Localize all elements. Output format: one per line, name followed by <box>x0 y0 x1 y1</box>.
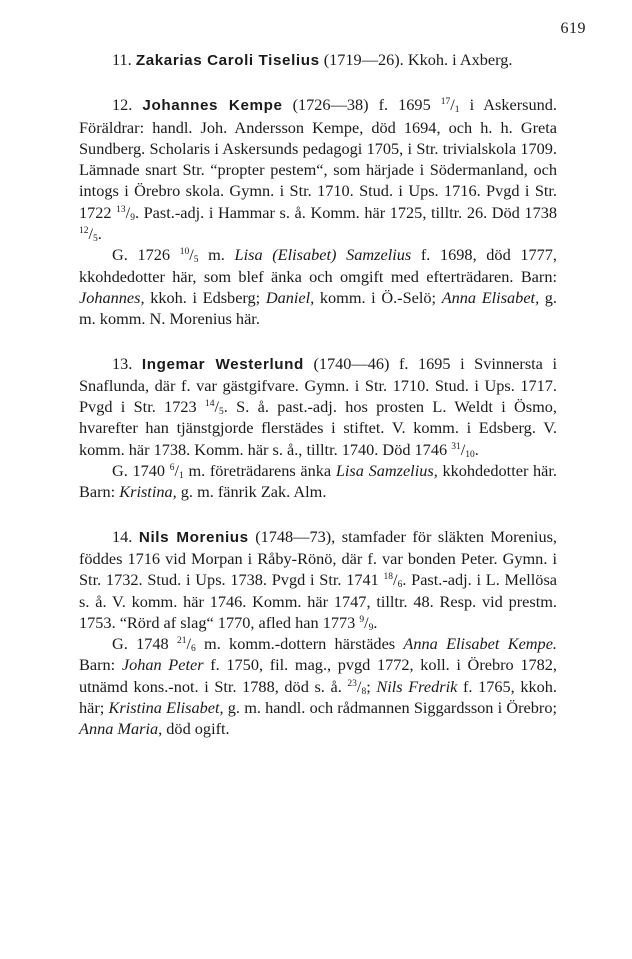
date-month: 10 <box>465 449 475 460</box>
italic-name: Johannes, <box>79 287 145 307</box>
entry-text: . S. å. past.-adj. hos prosten L. Weldt i Ösmo, hvarefter han tjänstgjorde flerstädes i stiftet. V. komm. i Edsberg. V. komm. här 1738. Komm. här s. å., tilltr. 1740. Död 1746 <box>79 397 558 459</box>
date-day: 12 <box>79 226 89 237</box>
date-day: 23 <box>347 678 357 689</box>
entry-text: kkohdedotter här. Barn: <box>79 461 558 502</box>
italic-name: Kristina Elisabet, <box>108 698 224 718</box>
italic-name: Lisa Samzelius, <box>335 461 438 481</box>
entry-11 <box>79 49 557 71</box>
entry-text: . Past.-adj. i Hammar s. å. Komm. här 1725, tilltr. 26. Död 1738 <box>134 202 557 222</box>
entry-paragraph: 13. Ingemar Westerlund (1740—46) f. 1695 i Svinnersta i Snaflunda, där f. var gästgifvare. Gymn. i Str. 1710. Stud. i Ups. 1717. Pvgd i Str. 1723 $^{14}/_5$. S. å. past.-adj. hos prosten L. Weldt i Ösmo, hvarefter han tjänstgjorde flerstädes i stiftet. V. komm. i Edsberg. V. komm. här 1738. Komm. här s. å., tilltr. 1740. Död 1746 $^{31}/_{10}$. <box>79 353 558 460</box>
entry-text: f. 1750, fil. mag., pvgd 1772, koll. i Örebro 1782, utnämd kons.-not. i Str. 1788, död s. å. <box>79 655 557 696</box>
entry-text: m. företrädarens änka <box>183 461 336 481</box>
italic-name: Anna Maria, <box>79 719 163 739</box>
entry-text: G. 1740 <box>112 461 170 481</box>
entry-text: död ogift. <box>162 719 230 739</box>
date-day: 21 <box>176 636 187 647</box>
italic-name: Anna Elisabet, <box>441 287 540 307</box>
date-month: 5 <box>93 234 98 245</box>
date-month: 1 <box>454 105 460 116</box>
date-day: 14 <box>205 399 215 410</box>
entry-text: f. 1765, kkoh. här; <box>79 676 557 718</box>
entry-text: (1726—38) f. 1695 <box>282 95 441 115</box>
entry-number: 12. <box>112 95 133 115</box>
italic-name: Anna Elisabet Kempe. <box>403 634 557 654</box>
entry-text: m. komm.-dottern härstädes <box>195 634 404 654</box>
date-day: 31 <box>451 441 461 452</box>
date-day: 17 <box>440 97 451 108</box>
entry-14 <box>79 526 557 740</box>
date-day: 13 <box>116 204 126 215</box>
entry-text: komm. i Ö.-Selö; <box>314 287 442 307</box>
text-column <box>79 49 557 763</box>
entry-text: G. 1726 <box>112 245 180 265</box>
date-month: 6 <box>397 580 403 591</box>
person-name: Johannes Kempe <box>142 97 283 115</box>
date-month: 6 <box>191 644 196 655</box>
entry-paragraph: 12. Johannes Kempe (1726—38) f. 1695 $^{17}/_1$ i Askersund. Föräldrar: handl. Joh. Andersson Kempe, död 1694, och h. h. Greta Sundberg. Scholaris i Askersunds pedagogi 1705, i Str. trivialskola 1709. Lämnade snart Str. “propter pestem“, som härjade i Södermanland, och intogs i Örebro skola. Gymn. i Str. 1710. Stud. i Ups. 1716. Pvgd i Str. 1722 $^{13}/_9$. Past.-adj. i Hammar s. å. Komm. här 1725, tilltr. 26. Död 1738 $^{12}/_5$. <box>79 95 557 245</box>
person-name: Ingemar Westerlund <box>141 355 304 373</box>
entry-text: . <box>373 612 378 632</box>
person-name: Nils Morenius <box>138 528 249 546</box>
italic-name: Lisa (Elisabet) Samzelius <box>234 245 412 265</box>
marriage-paragraph: G. 1748 $^{21}/_6$ m. komm.-dottern härstädes Anna Elisabet Kempe. Barn: Johan Peter f. 1750, fil. mag., pvgd 1772, koll. i Örebro 1782, utnämd kons.-not. i Str. 1788, död s. å. $^{23}/_8$; Nils Fredrik f. 1765, kkoh. här; Kristina Elisabet, g. m. handl. och rådmannen Siggardsson i Örebro; Anna Maria, död ogift. <box>79 634 558 739</box>
date-month: 9 <box>368 622 374 633</box>
page-number: 619 <box>560 20 586 37</box>
entry-text: (1740—46) f. 1695 i Svinnersta i Snaflunda, där f. var gästgifvare. Gymn. i Str. 1710. Stud. i Ups. 1717. Pvgd i Str. 1723 <box>79 353 557 417</box>
entry-text: G. 1748 <box>112 634 177 654</box>
marriage-paragraph: G. 1740 $^6/_1$ m. företrädarens änka Lisa Samzelius, kkohdedotter här. Barn: Kristina, g. m. fänrik Zak. Alm. <box>79 461 558 502</box>
entry-text: kkoh. i Edsberg; <box>144 287 266 307</box>
entry-text: (1748—73), stamfader för släkten Morenius, föddes 1716 vid Morpan i Råby-Rönö, där f. var bonden Peter. Gymn. i Str. 1732. Stud. i Ups. 1738. Pvgd i Str. 1741 <box>79 526 557 590</box>
entry-text: Barn: <box>79 655 122 675</box>
entry-text: g. m. komm. N. Morenius här. <box>79 287 557 329</box>
entry-text: . Past.-adj. i L. Mellösa s. å. V. komm. här 1746. Komm. här 1747, tilltr. 48. Resp. vid prestm. 1753. “Rörd af slag“ 1770, afled han 1773 <box>79 570 558 632</box>
date-day: 18 <box>383 572 394 583</box>
italic-name: Nils Fredrik <box>376 676 458 696</box>
entry-text: i Askersund. Föräldrar: handl. Joh. Andersson Kempe, död 1694, och h. h. Greta Sundberg. Scholaris i Askersunds pedagogi 1705, i Str. trivialskola 1709. Lämnade snart Str. “propter pestem“, som härjade i Södermanland, och intogs i Örebro skola. Gymn. i Str. 1710. Stud. i Ups. 1716. Pvgd i Str. 1722 <box>79 95 557 222</box>
date-month: 1 <box>179 471 184 482</box>
entry-text: g. m. handl. och rådmannen Siggardsson i Örebro; <box>223 698 558 718</box>
date-month: 8 <box>361 686 367 697</box>
entry-number: 13. <box>112 353 133 373</box>
date-month: 5 <box>219 407 224 418</box>
entry-paragraph: 14. Nils Morenius (1748—73), stamfader för släkten Morenius, föddes 1716 vid Morpan i Råby-Rönö, där f. var bonden Peter. Gymn. i Str. 1732. Stud. i Ups. 1738. Pvgd i Str. 1741 $^{18}/_6$. Past.-adj. i L. Mellösa s. å. V. komm. här 1746. Komm. här 1747, tilltr. 48. Resp. vid prestm. 1753. “Rörd af slag“ 1770, afled han 1773 $^9/_9$. <box>79 526 558 633</box>
entry-text: ; <box>366 676 377 696</box>
italic-name: Johan Peter <box>121 655 204 675</box>
entry-12 <box>79 94 557 329</box>
entry-text: m. <box>198 245 235 265</box>
italic-name: Kristina, <box>119 482 177 502</box>
entry-paragraph <box>79 49 557 71</box>
entry-text: f. 1698, död 1777, kkohdedotter här, som blef änka och omgift med efterträdaren. Barn: <box>79 245 557 286</box>
entry-number: 11. <box>112 50 132 69</box>
date-day: 6 <box>169 463 175 474</box>
date-month: 5 <box>193 255 199 266</box>
entry-text: g. m. fänrik Zak. Alm. <box>176 482 327 502</box>
date-month: 9 <box>130 212 135 223</box>
marriage-paragraph: G. 1726 $^{10}/_5$ m. Lisa (Elisabet) Samzelius f. 1698, död 1777, kkohdedotter här, som blef änka och omgift med efterträdaren. Barn: Johannes, kkoh. i Edsberg; Daniel, komm. i Ö.-Selö; Anna Elisabet, g. m. komm. N. Morenius här. <box>79 245 557 329</box>
date-day: 10 <box>179 247 190 258</box>
date-day: 9 <box>359 614 365 625</box>
italic-name: Daniel, <box>265 287 315 307</box>
entry-13 <box>79 353 557 503</box>
entry-text: (1719—26). Kkoh. i Axberg. <box>319 50 513 69</box>
person-name: Zakarias Caroli Tiselius <box>135 52 320 69</box>
entry-number: 14. <box>112 526 133 546</box>
entry-text: . <box>97 224 102 244</box>
entry-text: . <box>474 439 479 459</box>
